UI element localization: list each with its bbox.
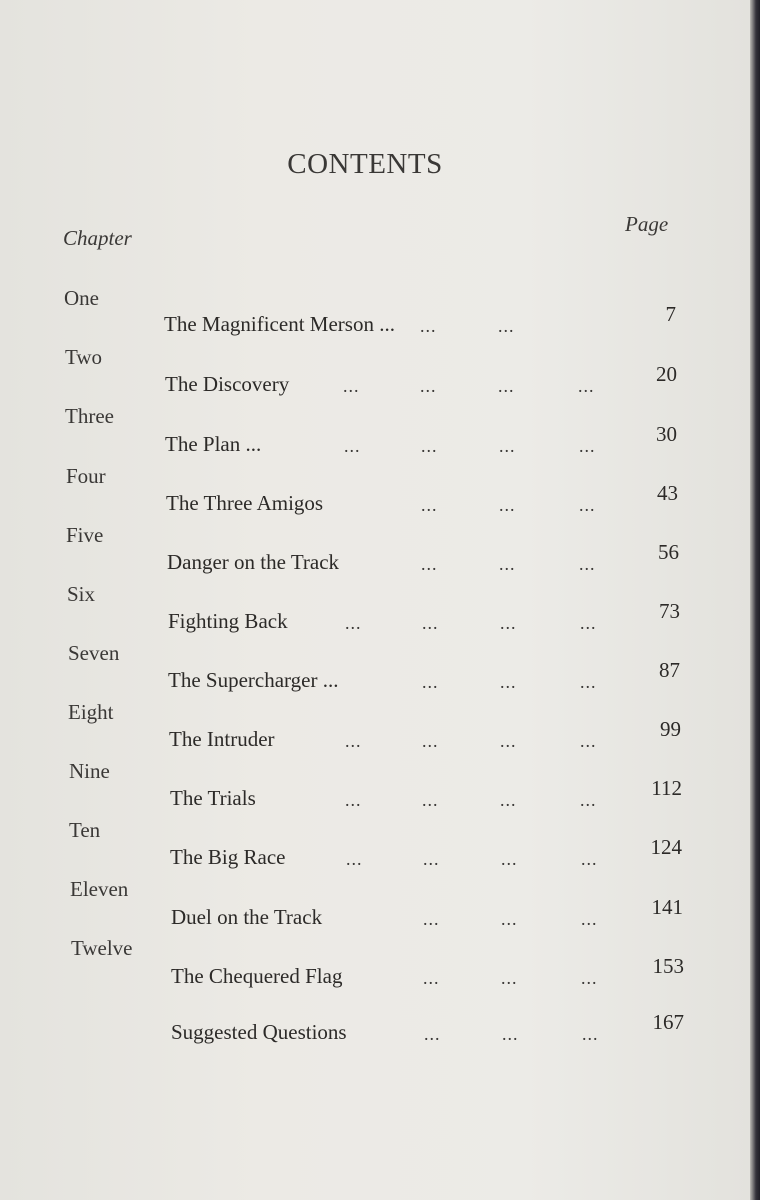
leader-dots: ... — [422, 613, 439, 633]
chapter-title: The Magnificent Merson ... — [164, 312, 395, 336]
chapter-title: The Chequered Flag — [171, 964, 343, 988]
chapter-label: Twelve — [71, 936, 133, 960]
leader-dots: ... — [501, 968, 518, 988]
chapter-title: Danger on the Track — [167, 550, 340, 574]
chapter-title: The Discovery — [165, 372, 290, 396]
leader-dots: ... — [500, 613, 517, 633]
page-number: 167 — [652, 1010, 684, 1034]
page-column-header: Page — [625, 212, 669, 236]
leader-dots: ... — [580, 731, 597, 751]
leader-dots: ... — [501, 849, 518, 869]
leader-dots: ... — [421, 554, 438, 574]
chapter-title: The Supercharger ... — [168, 668, 339, 692]
leader-dots: ... — [499, 436, 516, 456]
chapter-column-header: Chapter — [63, 226, 132, 250]
chapter-label: Eight — [68, 700, 114, 724]
chapter-label: Ten — [69, 818, 101, 842]
contents-heading: CONTENTS — [287, 148, 443, 180]
chapter-title: The Trials — [170, 786, 256, 810]
page-number: 43 — [657, 481, 678, 505]
leader-dots: ... — [345, 731, 362, 751]
page-number: 153 — [652, 954, 684, 978]
leader-dots: ... — [579, 436, 596, 456]
leader-dots: ... — [500, 731, 517, 751]
page-number: 30 — [656, 422, 677, 446]
page-number: 141 — [651, 895, 683, 919]
page-number: 124 — [650, 835, 682, 859]
page-number: 87 — [659, 658, 680, 682]
chapter-title: Duel on the Track — [171, 905, 323, 929]
leader-dots: ... — [420, 316, 437, 336]
leader-dots: ... — [582, 1024, 599, 1044]
leader-dots: ... — [423, 849, 440, 869]
leader-dots: ... — [501, 909, 518, 929]
chapter-label: Two — [65, 345, 103, 369]
leader-dots: ... — [422, 790, 439, 810]
leader-dots: ... — [420, 376, 437, 396]
page-number: 20 — [656, 362, 677, 386]
chapter-title: Fighting Back — [168, 609, 288, 633]
chapter-label: Four — [66, 464, 106, 488]
chapter-label: Seven — [68, 641, 120, 665]
leader-dots: ... — [579, 554, 596, 574]
chapter-title: The Big Race — [170, 845, 286, 869]
leader-dots: ... — [421, 495, 438, 515]
leader-dots: ... — [346, 849, 363, 869]
leader-dots: ... — [580, 790, 597, 810]
leader-dots: ... — [502, 1024, 519, 1044]
chapter-title: The Plan ... — [165, 432, 262, 456]
chapter-label: Nine — [69, 759, 110, 783]
leader-dots: ... — [581, 968, 598, 988]
leader-dots: ... — [500, 672, 517, 692]
leader-dots: ... — [345, 613, 362, 633]
leader-dots: ... — [498, 376, 515, 396]
chapter-label: Five — [66, 523, 104, 547]
chapter-label: Three — [65, 404, 114, 428]
leader-dots: ... — [422, 731, 439, 751]
leader-dots: ... — [499, 495, 516, 515]
page-number: 112 — [651, 776, 682, 800]
leader-dots: ... — [343, 376, 360, 396]
chapter-label: Six — [67, 582, 96, 606]
leader-dots: ... — [424, 1024, 441, 1044]
page-number: 7 — [665, 302, 676, 326]
page-number: 73 — [659, 599, 680, 623]
chapter-label: One — [64, 286, 99, 310]
chapter-title: Suggested Questions — [171, 1020, 347, 1044]
page-edge — [750, 0, 760, 1200]
leader-dots: ... — [581, 849, 598, 869]
leader-dots: ... — [345, 790, 362, 810]
chapter-title: The Three Amigos — [166, 491, 324, 515]
leader-dots: ... — [421, 436, 438, 456]
leader-dots: ... — [422, 672, 439, 692]
leader-dots: ... — [580, 613, 597, 633]
leader-dots: ... — [580, 672, 597, 692]
leader-dots: ... — [578, 376, 595, 396]
leader-dots: ... — [500, 790, 517, 810]
leader-dots: ... — [579, 495, 596, 515]
leader-dots: ... — [423, 909, 440, 929]
leader-dots: ... — [499, 554, 516, 574]
page-number: 99 — [660, 717, 681, 741]
page-number: 56 — [658, 540, 679, 564]
leader-dots: ... — [581, 909, 598, 929]
chapter-label: Eleven — [70, 877, 129, 901]
chapter-title: The Intruder — [169, 727, 275, 751]
leader-dots: ... — [344, 436, 361, 456]
leader-dots: ... — [423, 968, 440, 988]
leader-dots: ... — [498, 316, 515, 336]
